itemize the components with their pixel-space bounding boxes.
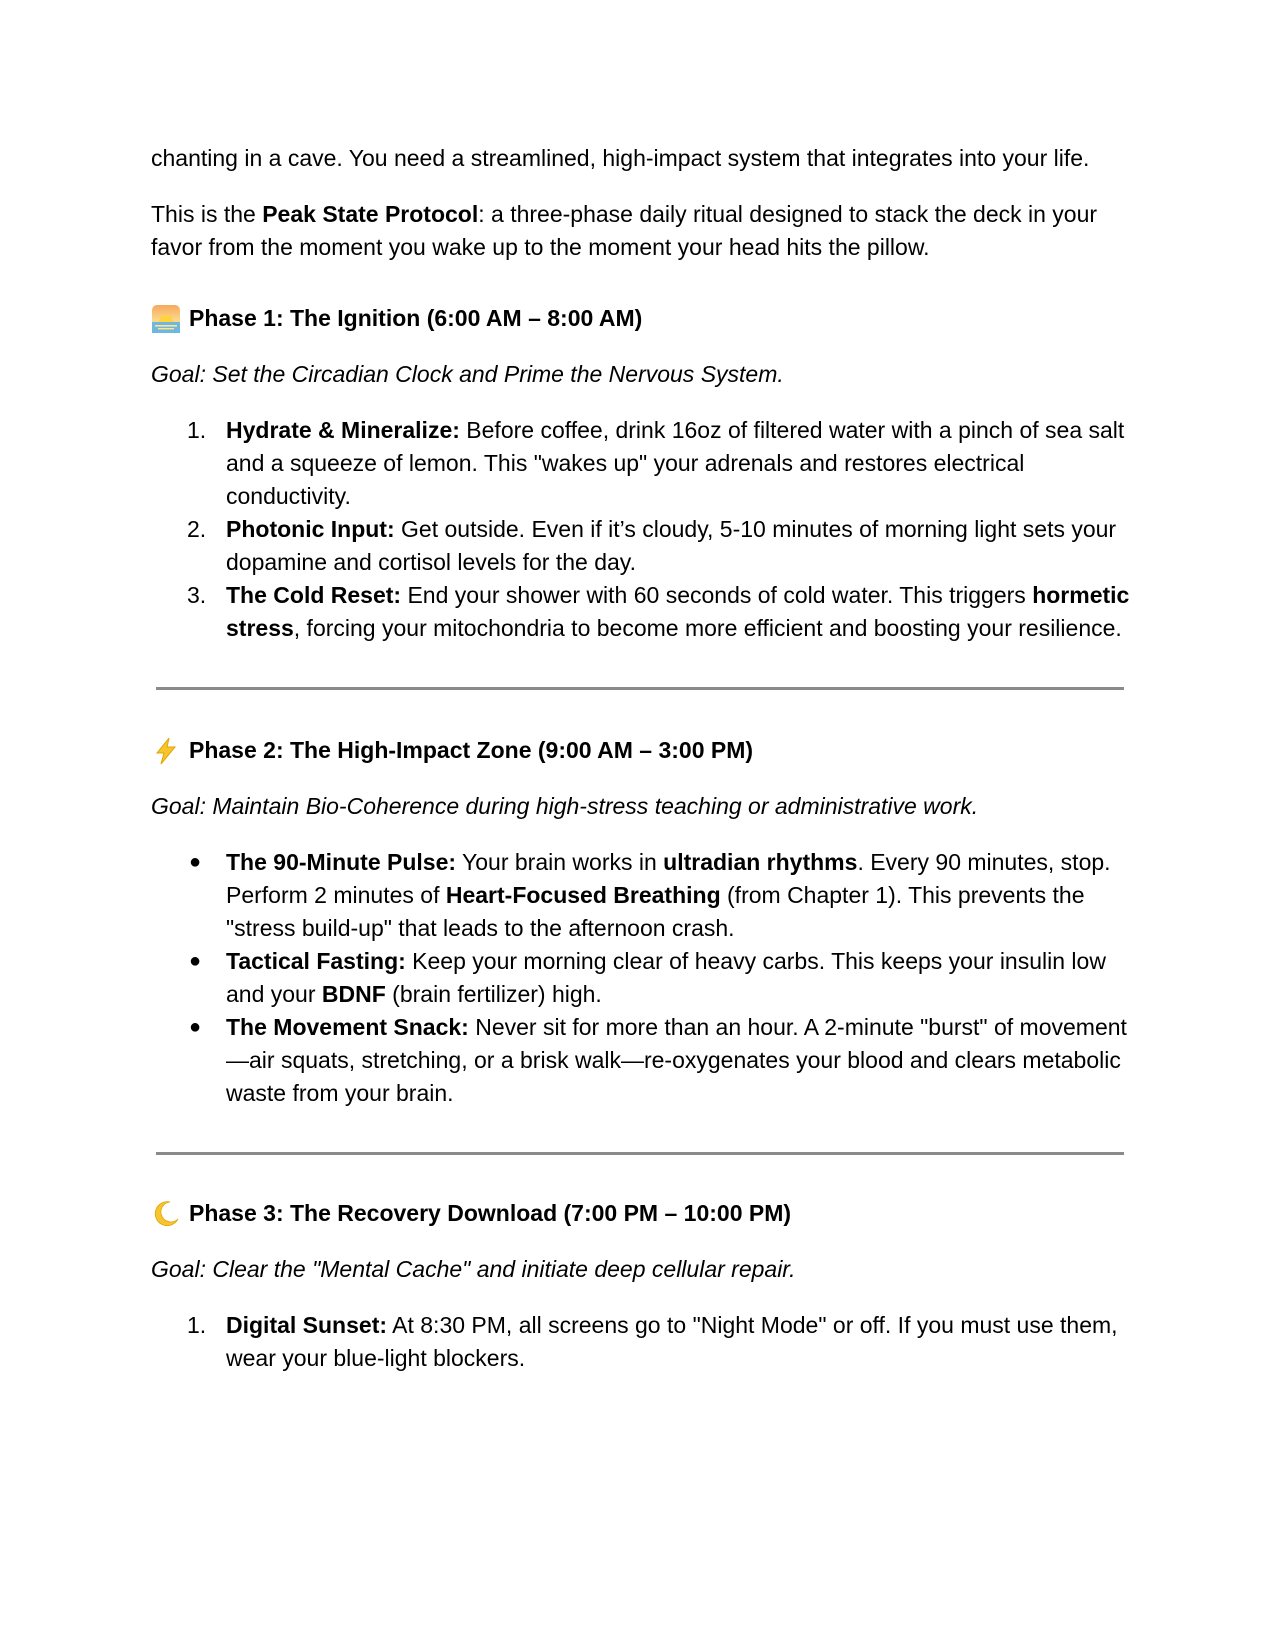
item-text: , forcing your mitochondria to become more efficient and boosting your resilience. <box>293 615 1122 641</box>
phase2-heading <box>151 734 1131 767</box>
section-divider <box>156 1152 1124 1155</box>
bullet: ● <box>189 851 202 873</box>
document-page <box>151 142 1131 1375</box>
crescent-moon-icon <box>151 1199 181 1229</box>
item-emphasis: BDNF <box>321 981 386 1007</box>
list-number: 3. <box>187 582 207 608</box>
item-emphasis: Heart-Focused Breathing <box>445 882 721 908</box>
item-text: Your brain works in <box>456 849 664 875</box>
list-item <box>151 579 1131 645</box>
item-title: Digital Sunset: <box>226 1312 388 1338</box>
item-text: Never sit for more than an hour. A 2-minute "burst" of movement—air squats, stretching, or a brisk walk—re-oxygenates your blood and clears metabolic waste from your brain. <box>226 1014 1127 1106</box>
item-text: (from Chapter 1). This prevents the "stress build-up" that leads to the afternoon crash. <box>226 882 1085 941</box>
phase1-goal: Goal: Set the Circadian Clock and Prime the Nervous System. <box>151 361 784 387</box>
intro-prefix: This is the <box>151 201 263 227</box>
phase3-title: Phase 3: The Recovery Download (7:00 PM – 10:00 PM) <box>189 1200 792 1226</box>
list-item <box>151 945 1131 1011</box>
item-title: Tactical Fasting: <box>226 948 406 974</box>
item-title: Photonic Input: <box>226 516 395 542</box>
phase3-list <box>151 1309 1131 1375</box>
list-number: 1. <box>187 1312 207 1338</box>
intro-paragraph <box>151 198 1131 264</box>
list-number: 2. <box>187 516 207 542</box>
item-text: Keep your morning clear of heavy carbs. This keeps your insulin low and your <box>226 948 1106 1007</box>
list-item <box>151 414 1131 513</box>
bullet: ● <box>189 950 202 972</box>
lightning-icon <box>151 736 181 766</box>
item-text: . Every 90 minutes, stop. Perform 2 minutes of <box>226 849 1111 908</box>
item-emphasis: hormetic stress <box>226 582 1130 641</box>
phase1-heading <box>151 302 1131 335</box>
phase3-goal: Goal: Clear the "Mental Cache" and initiate deep cellular repair. <box>151 1256 796 1282</box>
item-title: Hydrate & Mineralize: <box>226 417 460 443</box>
item-text: End your shower with 60 seconds of cold water. This triggers <box>401 582 1033 608</box>
phase2-goal: Goal: Maintain Bio-Coherence during high-stress teaching or administrative work. <box>151 793 979 819</box>
item-text: At 8:30 PM, all screens go to "Night Mode" or off. If you must use them, wear your blue-light blockers. <box>226 1312 1118 1371</box>
sunrise-icon <box>151 304 181 334</box>
protocol-name: Peak State Protocol <box>262 201 479 227</box>
item-text: (brain fertilizer) high. <box>385 981 602 1007</box>
phase1-title: Phase 1: The Ignition (6:00 AM – 8:00 AM) <box>189 305 643 331</box>
item-title: The Movement Snack: <box>226 1014 469 1040</box>
item-title: The Cold Reset: <box>226 582 402 608</box>
item-text: Get outside. Even if it’s cloudy, 5-10 minutes of morning light sets your dopamine and cortisol levels for the day. <box>226 516 1117 575</box>
item-emphasis: ultradian rhythms <box>663 849 858 875</box>
list-item <box>151 846 1131 945</box>
phase1-list <box>151 414 1131 645</box>
list-item <box>151 513 1131 579</box>
intro-suffix: : a three-phase daily ritual designed to stack the deck in your favor from the moment you wake up to the moment your head hits the pillow. <box>151 201 1098 260</box>
phase2-title: Phase 2: The High-Impact Zone (9:00 AM – 3:00 PM) <box>189 737 754 763</box>
list-item <box>151 1011 1131 1110</box>
item-title: The 90-Minute Pulse: <box>226 849 457 875</box>
list-number: 1. <box>187 417 207 443</box>
section-divider <box>156 687 1124 690</box>
bullet: ● <box>189 1016 202 1038</box>
phase2-list <box>151 846 1131 1110</box>
phase3-heading <box>151 1197 1131 1230</box>
list-item <box>151 1309 1131 1375</box>
item-text: Before coffee, drink 16oz of filtered water with a pinch of sea salt and a squeeze of lemon. This "wakes up" your adrenals and restores electrical conductivity. <box>226 417 1125 509</box>
intro-continuation: chanting in a cave. You need a streamlined, high-impact system that integrates into your life. <box>151 145 1090 171</box>
